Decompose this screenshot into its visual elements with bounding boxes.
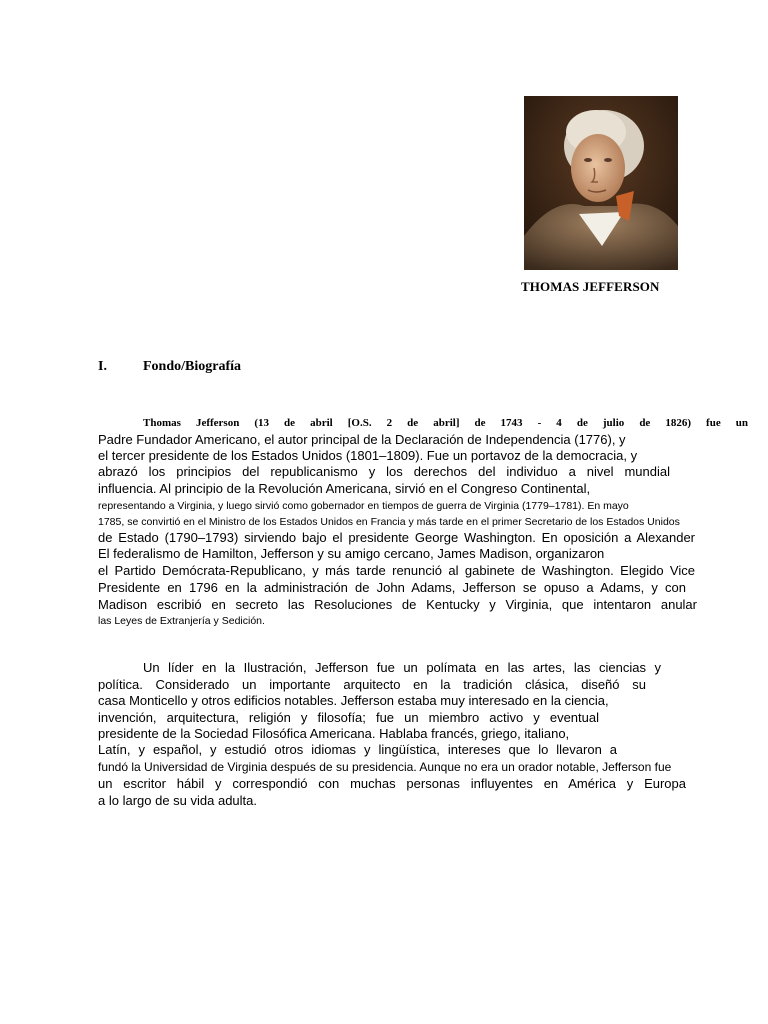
paragraph-1-line: 1785, se convirtió en el Ministro de los Estados Unidos en Francia y más tarde en el primer Secretario de los Estados Unidos: [98, 516, 680, 528]
paragraph-1-line: Padre Fundador Americano, el autor principal de la Declaración de Independencia (1776), y: [98, 432, 626, 447]
paragraph-1-line: representando a Virginia, y luego sirvió como gobernador en tiempos de guerra de Virginia (1779–1781). En mayo: [98, 500, 629, 512]
paragraph-1-line: abrazó los principios del republicanismo y los derechos del individuo a nivel mundial: [98, 464, 670, 479]
portrait-caption: THOMAS JEFFERSON: [521, 279, 660, 294]
paragraph-2-line: Latín, y español, y estudió otros idiomas y lingüística, intereses que lo llevaron a: [98, 742, 617, 757]
paragraph-2-line: invención, arquitectura, religión y filosofía; fue un miembro activo y eventual: [98, 710, 599, 725]
paragraph-1-line: El federalismo de Hamilton, Jefferson y su amigo cercano, James Madison, organizaron: [98, 546, 605, 561]
paragraph-1-line: Madison escribió en secreto las Resoluciones de Kentucky y Virginia, que intentaron anular: [98, 597, 697, 612]
paragraph-1-line: de Estado (1790–1793) sirviendo bajo el presidente George Washington. En oposición a Alexander: [98, 530, 695, 545]
paragraph-1-line: las Leyes de Extranjería y Sedición.: [98, 615, 265, 627]
paragraph-2-line: presidente de la Sociedad Filosófica Americana. Hablaba francés, griego, italiano,: [98, 726, 570, 741]
paragraph-2-line: a lo largo de su vida adulta.: [98, 793, 257, 808]
paragraph-1-line: influencia. Al principio de la Revolución Americana, sirvió en el Congreso Continental,: [98, 481, 591, 496]
paragraph-1-line: Presidente en 1796 en la administración de John Adams, Jefferson se opuso a Adams, y con: [98, 580, 686, 595]
paragraph-2-line: política. Considerado un importante arquitecto en la tradición clásica, diseñó su: [98, 677, 646, 692]
paragraph-2-line: casa Monticello y otros edificios notables. Jefferson estaba muy interesado en la ciencia,: [98, 693, 609, 708]
paragraph-2-line: Un líder en la Ilustración, Jefferson fue un polímata en las artes, las ciencias y: [143, 660, 661, 675]
paragraph-2-line: un escritor hábil y correspondió con muchas personas influyentes en América y Europa: [98, 776, 686, 791]
paragraph-1-line: el tercer presidente de los Estados Unidos (1801–1809). Fue un portavoz de la democracia, y: [98, 448, 638, 463]
paragraph-2-line: fundó la Universidad de Virginia después de su presidencia. Aunque no era un orador notable, Jefferson fue: [98, 760, 672, 774]
paragraph-1-line: Thomas Jefferson (13 de abril [O.S. 2 de abril] de 1743 - 4 de julio de 1826) fue un: [143, 417, 748, 429]
section-number: I.: [98, 359, 107, 374]
section-title: Fondo/Biografía: [143, 359, 242, 374]
paragraph-1-line: el Partido Demócrata-Republicano, y más tarde renunció al gabinete de Washington. Elegido Vice: [98, 563, 695, 578]
jefferson-portrait: [524, 96, 678, 270]
